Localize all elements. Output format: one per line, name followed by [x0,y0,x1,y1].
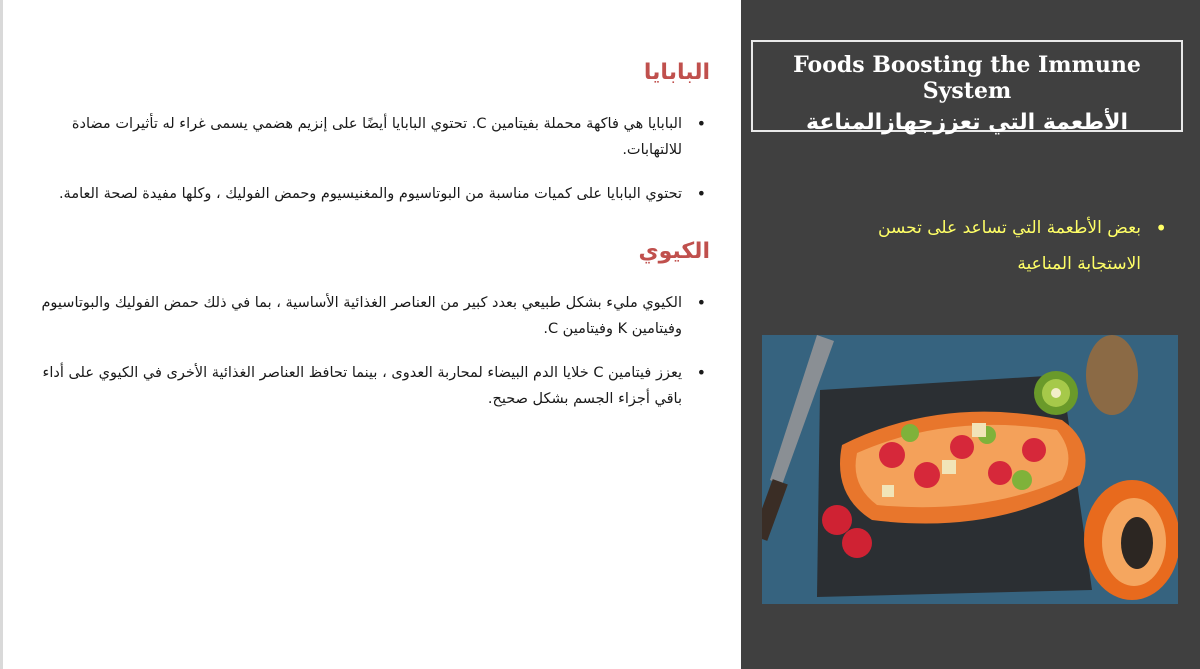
kiwi-point-2: • يعزز فيتامين C خلايا الدم البيضاء لمحاربة العدوى ، بينما تحافظ العناصر الغذائية الأخرى في الكيوي على أداء باقي أجزاء الجسم بشكل صحيح. [30,360,710,412]
papaya-list [30,111,710,207]
papaya-point-1: • البابايا هي فاكهة محملة بفيتامين C. تحتوي البابايا أيضًا على إنزيم هضمي يسمى غراء له تأثيرات مضادة للالتهابات. [30,111,710,163]
title-arabic: الأطعمة التي تعززجهازالمناعة [805,110,1128,135]
kiwi-title: الكيوي [638,239,710,264]
intro-text: بعض الأطعمة التي تساعد على تحسن الاستجابة المناعية [878,218,1141,274]
strawberry [822,505,852,535]
intro-bullet-text [811,210,1167,282]
bullet-icon: • [1155,216,1167,240]
kiwi-point-1: • الكيوي مليء بشكل طبيعي بعدد كبير من العناصر الغذائية الأساسية ، بما في ذلك حمض الفوليك والبوتاسيوم وفيتامين K وفيتامين C. [30,290,710,342]
food-photo [762,335,1178,604]
title-box [751,40,1183,135]
title-english: Foods Boosting the Immune System [793,52,1141,104]
sidebar-panel [741,0,1200,669]
kiwi-list [30,290,710,412]
papaya-title: البابايا [643,60,710,85]
papaya-kiwi-illustration [762,335,1178,604]
slide-left-border [0,0,3,669]
kiwi-whole [1086,335,1138,415]
main-content [30,60,710,430]
papaya-point-2: • تحتوي البابايا على كميات مناسبة من البوتاسيوم والمغنيسيوم وحمض الفوليك ، وكلها مفيدة لصحة العامة. [30,181,710,207]
